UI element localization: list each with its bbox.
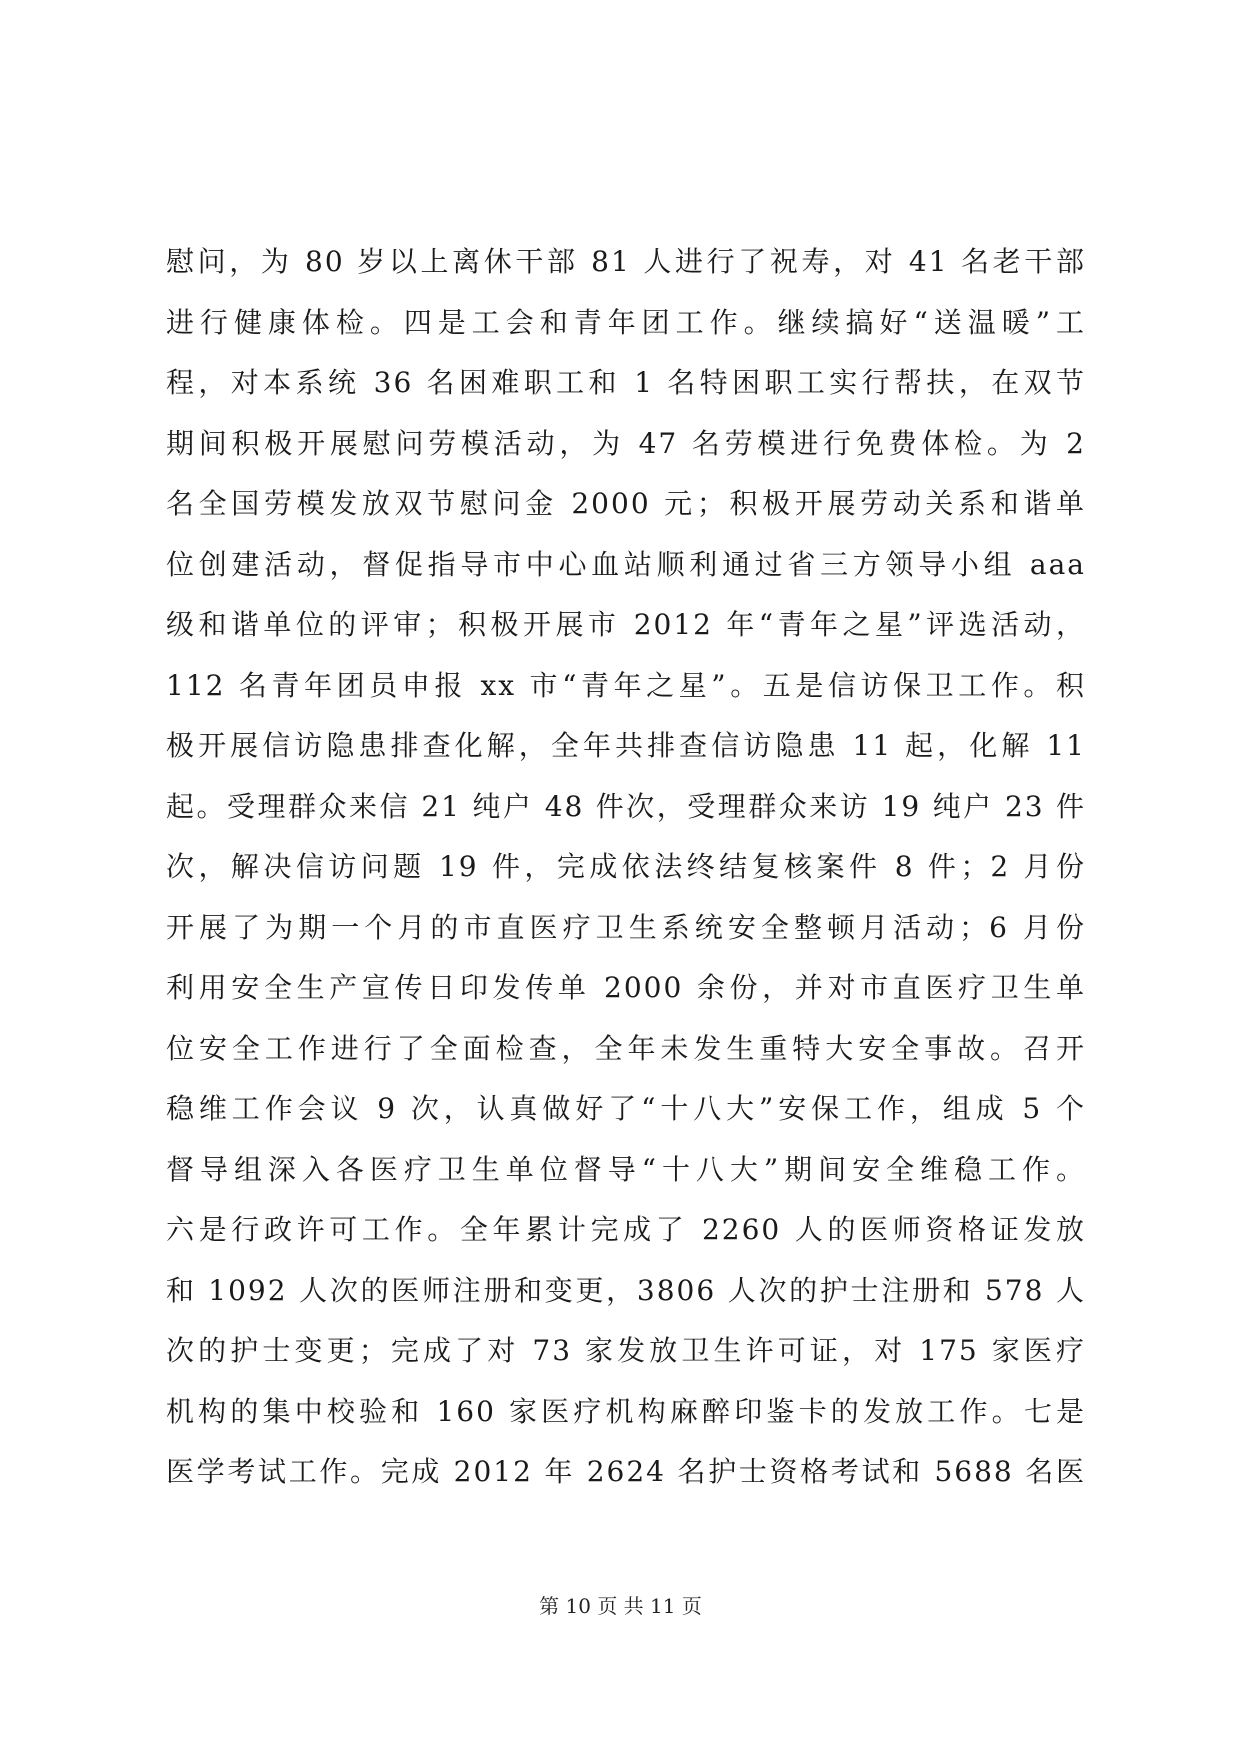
text-line: 112 名青年团员申报 xx 市“青年之星”。五是信访保卫工作。积 (166, 668, 1086, 702)
text-line: 进行健康体检。四是工会和青年团工作。继续搞好“送温暖”工 (166, 305, 1086, 339)
text-line: 位安全工作进行了全面检查，全年未发生重特大安全事故。召开 (166, 1031, 1086, 1065)
text-line: 利用安全生产宣传日印发传单 2000 余份，并对市直医疗卫生单 (166, 971, 1086, 1004)
body-paragraph (166, 232, 1086, 1503)
text-line: 督导组深入各医疗卫生单位督导“十八大”期间安全维稳工作。 (166, 1152, 1086, 1186)
text-line: 医学考试工作。完成 2012 年 2624 名护士资格考试和 5688 名医 (166, 1455, 1086, 1488)
text-line: 起。受理群众来信 21 纯户 48 件次，受理群众来访 19 纯户 23 件 (166, 789, 1086, 823)
text-line: 六是行政许可工作。全年累计完成了 2260 人的医师资格证发放 (166, 1213, 1086, 1246)
text-line: 次，解决信访问题 19 件，完成依法终结复核案件 8 件；2 月份 (166, 850, 1086, 883)
text-line: 机构的集中校验和 160 家医疗机构麻醉印鉴卡的发放工作。七是 (166, 1394, 1086, 1428)
page-number-footer: 第 10 页 共 11 页 (539, 1594, 702, 1618)
text-line: 级和谐单位的评审；积极开展市 2012 年“青年之星”评选活动， (166, 608, 1086, 641)
text-line: 慰问，为 80 岁以上离休干部 81 人进行了祝寿，对 41 名老干部 (166, 245, 1086, 278)
text-line: 开展了为期一个月的市直医疗卫生系统安全整顿月活动；6 月份 (166, 910, 1086, 944)
text-line: 程，对本系统 36 名困难职工和 1 名特困职工实行帮扶，在双节 (166, 366, 1086, 399)
text-line: 位创建活动，督促指导市中心血站顺利通过省三方领导小组 aaa (166, 547, 1086, 581)
text-line: 极开展信访隐患排查化解，全年共排查信访隐患 11 起，化解 11 (166, 729, 1086, 762)
text-line: 稳维工作会议 9 次，认真做好了“十八大”安保工作，组成 5 个 (166, 1092, 1086, 1125)
text-line: 期间积极开展慰问劳模活动，为 47 名劳模进行免费体检。为 2 (166, 426, 1086, 460)
text-line: 次的护士变更；完成了对 73 家发放卫生许可证，对 175 家医疗 (166, 1334, 1086, 1367)
text-line: 名全国劳模发放双节慰问金 2000 元；积极开展劳动关系和谐单 (166, 487, 1086, 520)
text-line: 和 1092 人次的医师注册和变更，3806 人次的护士注册和 578 人 (166, 1273, 1086, 1307)
